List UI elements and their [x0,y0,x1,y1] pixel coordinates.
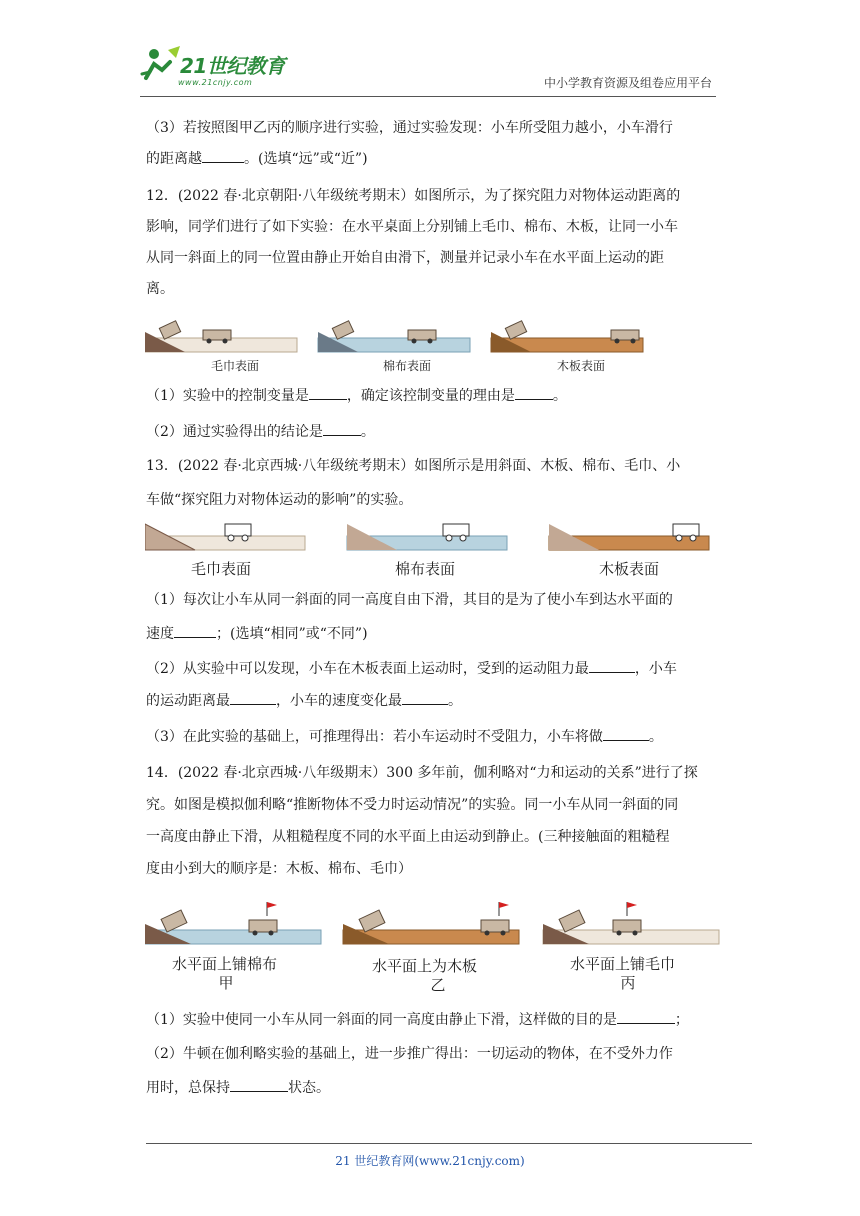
q14-stem-line4: 度由小到大的顺序是：木板、棉布、毛巾） [146,861,412,877]
q14-panel-wood [343,902,519,944]
page-footer: 21 世纪教育网(www.21cnjy.com) [335,1154,525,1168]
q13-stem-line1: 13．(2022 春·北京西城·八年级统考期末）如图所示是用斜面、木板、棉布、毛巾、小 [146,458,681,474]
q12-stem-line2: 影响，同学们进行了如下实验：在水平桌面上分别铺上毛巾、棉布、木板，让同一小车 [146,219,678,235]
logo-text: 21世纪教育 [180,54,285,78]
q14-caption-towel: 水平面上铺毛巾 [570,955,676,973]
platform-name: 中小学教育资源及组卷应用平台 [543,76,712,90]
q13-part1-text-a: 速度 [146,626,174,642]
answer-blank[interactable] [230,1077,288,1092]
q13-panel-cotton [347,524,507,550]
q13-part2-line2 [146,686,712,717]
q14-caption-cotton: 水平面上铺棉布 [172,955,278,973]
q12-caption-cotton: 棉布表面 [382,359,431,373]
q14-panel-cotton [145,902,321,944]
q13-part2-text-c: 的运动距离最 [146,693,230,709]
q13-stem-line2: 车做“探究阻力对物体运动的影响”的实验。 [146,492,413,508]
q12-part2-text-b: 。 [360,424,375,440]
q12-stem-line3: 从同一斜面上的同一位置由静止开始自由滑下，测量并记录小车在水平面上运动的距 [146,250,664,266]
q13-part2-text-a: （2）从实验中可以发现，小车在木板表面上运动时，受到的运动阻力最 [146,661,589,677]
q14-part2-text-a: 用时，总保持 [146,1080,230,1096]
footer-divider [146,1143,752,1144]
q13-part3-text-b: 。 [648,729,663,745]
q14-part1-text-a: （1）实验中使同一小车从同一斜面的同一高度由静止下滑，这样做的目的是 [146,1012,617,1028]
flag-icon [499,902,509,908]
q12-part2-text-a: （2）通过实验得出的结论是 [146,424,323,440]
q13-part2-line1 [146,654,712,685]
q13-panel-wood [549,524,709,550]
q14-label-jia: 甲 [218,974,234,992]
q14-part1-text-b: ； [674,1012,689,1028]
q12-stem-line1: 12．(2022 春·北京朝阳·八年级统考期末）如图所示，为了探究阻力对物体运动距离的 [146,188,681,204]
answer-blank[interactable] [202,148,244,163]
q13-caption-cotton: 棉布表面 [394,560,455,578]
q14-part2-text-b: 状态。 [288,1080,330,1096]
q12-caption-towel: 毛巾表面 [210,359,259,373]
logo-url: www.21cnjy.com [178,78,253,87]
answer-blank[interactable] [323,421,361,436]
q14-part1 [146,1005,712,1036]
q14-stem-line3: 一高度由静止下滑，从粗糙程度不同的水平面上由运动到静止。(三种接触面的粗糙程 [146,829,670,845]
q11-part3-line1: （3）若按照图甲乙丙的顺序进行实验，通过实验发现：小车所受阻力越小，小车滑行 [146,120,673,136]
q13-part1-text-b: ；(选填“相同”或“不同”) [216,626,368,642]
q12-part1-text-c: 。 [552,388,567,404]
q11-part3-line2 [146,144,712,175]
q14-part2-line1: （2）牛顿在伽利略实验的基础上，进一步推广得出：一切运动的物体，在不受外力作 [146,1046,673,1062]
answer-blank[interactable] [589,658,635,673]
q13-part1-line1: （1）每次让小车从同一斜面的同一高度自由下滑，其目的是为了使小车到达水平面的 [146,592,673,608]
q13-part2-text-d: ，小车的速度变化最 [276,693,402,709]
site-logo [140,40,310,98]
answer-blank[interactable] [402,690,448,705]
q12-panel-cotton [318,321,470,352]
q12-caption-wood: 木板表面 [556,359,605,373]
q12-part1-text-a: （1）实验中的控制变量是 [146,388,309,404]
q14-stem-line2: 究。如图是模拟伽利略“推断物体不受力时运动情况”的实验。同一小车从同一斜面的同 [146,797,679,813]
q14-panel-towel [543,902,719,944]
q12-panel-towel [145,321,297,352]
q12-part1-text-b: ，确定该控制变量的理由是 [346,388,515,404]
runner-logo-icon [140,44,182,84]
q14-label-bing: 丙 [620,974,636,992]
q14-label-yi: 乙 [430,976,446,994]
q14-figure [145,896,725,954]
q13-part1-line2 [146,619,712,650]
answer-blank[interactable] [617,1009,675,1024]
flag-icon [267,902,277,908]
q11-part3-text-b: 。(选填“远”或“近”) [244,151,368,167]
q12-panel-wood [491,321,643,352]
answer-blank[interactable] [603,726,649,741]
q14-caption-wood: 水平面上为木板 [372,957,478,975]
q12-part2 [146,417,712,448]
q12-stem-line4: 离。 [146,281,174,297]
q13-part3-text-a: （3）在此实验的基础上，可推理得出：若小车运动时不受阻力，小车将做 [146,729,603,745]
q13-caption-wood: 木板表面 [598,560,659,578]
q11-part3-text-a: 的距离越 [146,151,202,167]
header-divider [140,96,716,97]
q13-part2-text-b: ，小车 [634,661,677,677]
flag-icon [627,902,637,908]
q13-part3 [146,722,712,753]
q13-figure [145,518,715,558]
answer-blank[interactable] [309,385,347,400]
answer-blank[interactable] [515,385,553,400]
q13-part2-text-e: 。 [448,693,462,709]
q12-part1 [146,381,712,412]
page-header [140,40,716,98]
answer-blank[interactable] [230,690,276,705]
q13-caption-towel: 毛巾表面 [190,560,251,578]
q13-panel-towel [145,524,305,550]
q14-stem-line1: 14．(2022 春·北京西城·八年级期末）300 多年前，伽利略对“力和运动的关系”进行了探 [146,765,698,781]
answer-blank[interactable] [174,623,216,638]
q14-part2-line2 [146,1073,712,1104]
